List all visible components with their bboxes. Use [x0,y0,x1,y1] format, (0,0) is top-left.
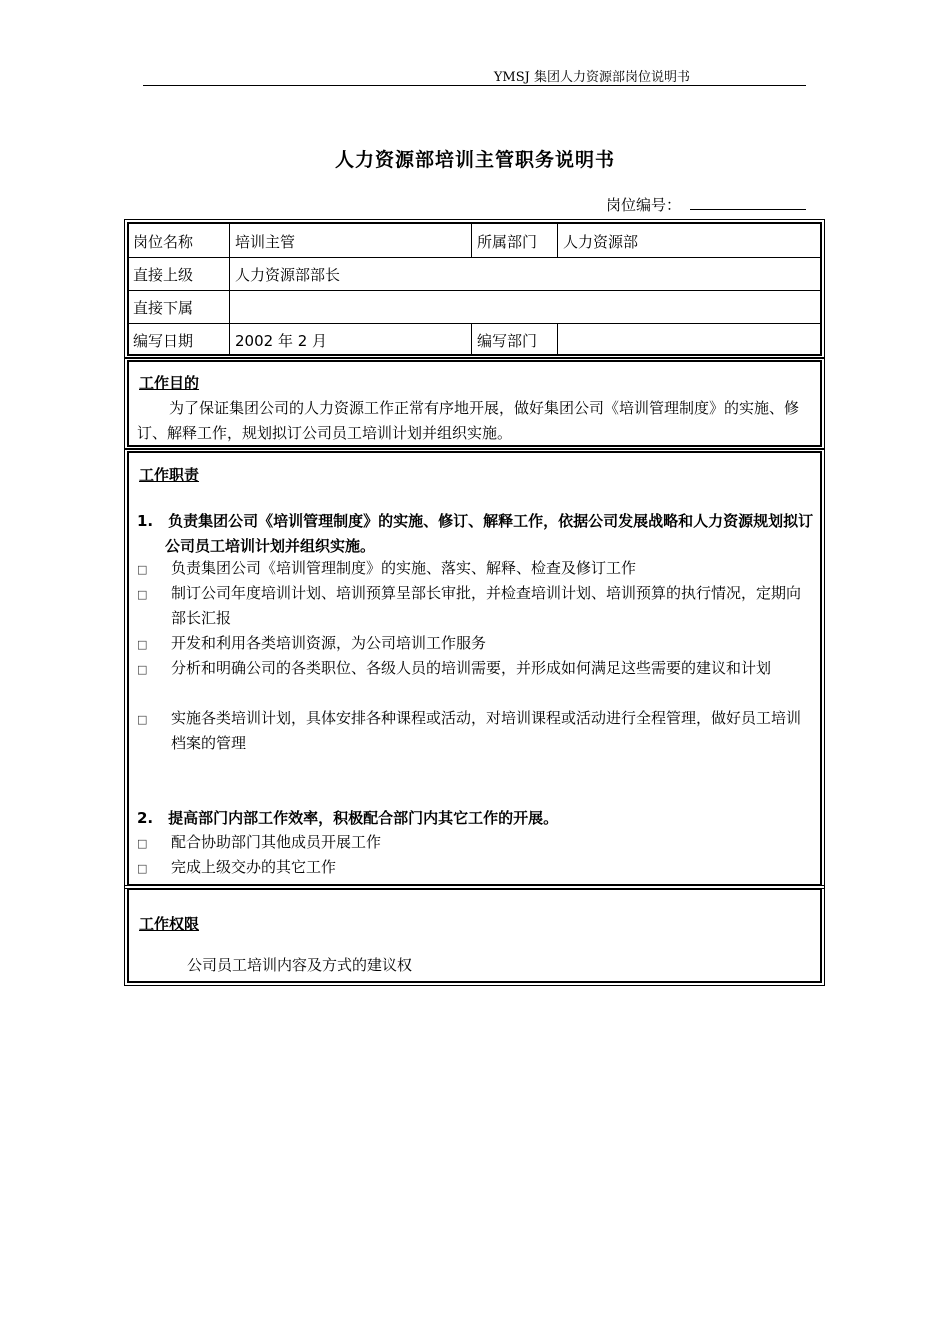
date-label: 编写日期 [133,332,194,350]
dept-label: 所属部门 [477,233,538,251]
purpose-section [124,357,825,450]
post-number-blank [690,209,806,210]
purpose-text: 为了保证集团公司的人力资源工作正常有序地开展，做好集团公司《培训管理制度》的实施、修订、解释工作，规划拟订公司员工培训计划并组织实施。 [137,399,800,442]
header-rule [143,85,806,86]
purpose-title: 工作目的 [139,374,200,392]
authority-text: 公司员工培训内容及方式的建议权 [187,956,413,974]
duty-group-2-heading: 2. 提高部门内部工作效率，积极配合部门内其它工作的开展。 [137,809,559,827]
bullet-icon: □ [137,862,148,875]
authority-title: 工作权限 [139,915,200,933]
post-name-label: 岗位名称 [133,233,194,251]
post-name-value: 培训主管 [235,233,296,251]
post-number-label: 岗位编号： [606,196,682,214]
writer-dept-label: 编写部门 [477,332,538,350]
superior-value: 人力资源部部长 [235,266,341,284]
subordinate-label: 直接下属 [133,299,194,317]
bullet-icon: □ [137,837,148,850]
bullet-icon: □ [137,563,148,576]
duty-group-1-heading: 1. 负责集团公司《培训管理制度》的实施、修订、解释工作，依据公司发展战略和人力资源规划拟订公司员工培训计划并组织实施。 [137,512,814,555]
duties-title: 工作职责 [139,466,200,484]
duties-section: 工作职责 1. 负责集团公司《培训管理制度》的实施、修订、解释工作，依据公司发展战略和人力资源规划拟订公司员工培训计划并组织实施。 □ 负责集团公司《培训管理制度》的实施、落实、解释、检查及修订工作 □ 制订公司年度培训计划、培训预算呈部长审批，并检查培训计划、培训预算的执行情况，定期向部长汇报 □ 开发和利用各类培训资源，为公司培训工作服务 □ 分析和明确公司的各类职位、各级人员的培训需要，并形成如何满足这些需要的建议和计划 □ 实施各类培训计划，具体安排各种课程或活动，对培训课程或活动进行全程管理，做好员工培训档案的管理 2. 提高部门内部工作效率，积极配合部门内其它工作的开展。 □ 配合协助部门其他成员开展工作 □ 完成上级交办的其它工作 [124,448,825,889]
bullet-icon: □ [137,713,148,726]
bullet-icon: □ [137,588,148,601]
superior-label: 直接上级 [133,266,194,284]
bullet-icon: □ [137,663,148,676]
date-value: 2002 年 2 月 [235,332,328,350]
running-header: YMSJ 集团人力资源部岗位说明书 [493,70,690,85]
bullet-icon: □ [137,638,148,651]
dept-value: 人力资源部 [563,233,639,251]
document-title: 人力资源部培训主管职务说明书 [334,149,615,171]
info-table [124,219,825,359]
authority-section [124,885,825,986]
